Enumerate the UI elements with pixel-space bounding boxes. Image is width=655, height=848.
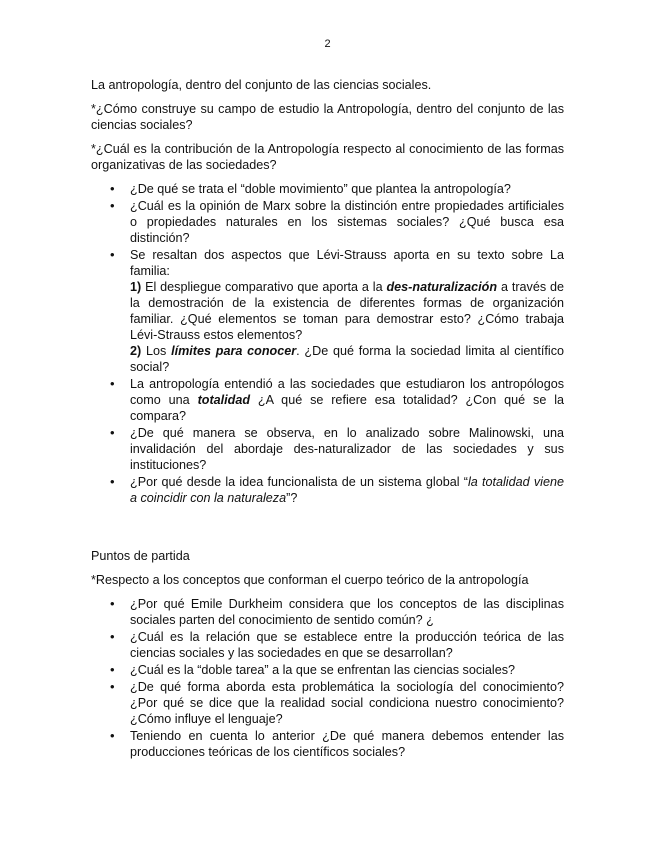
bullet-text: a través de la demostración de la existencia de diferentes formas de organización familiar. ¿Qué elementos se toman para demostrar esto? ¿Cómo trabaja Lévi-Strauss estos elementos? bbox=[130, 280, 565, 342]
bullet-text: ¿De qué manera se observa, en lo analizado sobre Malinowski, una invalidación del abordaje des-naturalizador de las sociedades y sus instituciones? bbox=[130, 426, 564, 472]
list-item bbox=[91, 198, 564, 246]
list-item bbox=[91, 474, 564, 506]
bullet-text: ¿A qué se refiere esa totalidad? ¿Con qué se la compara? bbox=[130, 393, 565, 423]
section1-bullet-list bbox=[91, 181, 564, 506]
bullet-text: Se resaltan dos aspectos que Lévi-Strauss aporta en su texto sobre La familia: bbox=[130, 248, 564, 278]
point-number: 2) bbox=[130, 344, 142, 358]
bullet-text: El despliegue comparativo que aporta a la bbox=[141, 280, 387, 294]
list-item bbox=[91, 596, 564, 628]
bullet-text: ¿De qué se trata el “doble movimiento” que plantea la antropología? bbox=[130, 182, 511, 196]
bullet-text: ¿Cuál es la relación que se establece entre la producción teórica de las ciencias sociales y las sociedades en que se desarrollan? bbox=[130, 630, 564, 660]
emphasis-text: totalidad bbox=[197, 393, 251, 407]
bullet-text: ¿Cuál es la “doble tarea” a la que se enfrentan las ciencias sociales? bbox=[130, 663, 516, 677]
emphasis-text: límites para conocer bbox=[171, 344, 297, 358]
section2-heading: Puntos de partida bbox=[91, 549, 190, 563]
list-item bbox=[91, 181, 564, 197]
list-item bbox=[91, 425, 564, 473]
section2-intro: *Respecto a los conceptos que conforman el cuerpo teórico de la antropología bbox=[91, 573, 529, 587]
list-item bbox=[91, 662, 564, 678]
point-number: 1) bbox=[130, 280, 142, 294]
list-item bbox=[91, 679, 564, 727]
page-number: 2 bbox=[324, 38, 331, 50]
emphasis-text: des-naturalización bbox=[386, 280, 498, 294]
emphasis-text: la totalidad viene a coincidir con la naturaleza bbox=[130, 475, 564, 505]
bullet-text: ¿De qué forma aborda esta problemática la sociología del conocimiento? ¿Por qué se dice que la realidad social condiciona nuestro conocimiento? ¿Cómo influye el lenguaje? bbox=[130, 680, 564, 726]
bullet-text: Teniendo en cuenta lo anterior ¿De qué manera debemos entender las producciones teóricas de los científicos sociales? bbox=[130, 729, 564, 759]
bullet-text: ¿Por qué Emile Durkheim considera que los conceptos de las disciplinas sociales parten del conocimiento de sentido común? ¿ bbox=[130, 597, 564, 627]
list-item bbox=[91, 376, 564, 424]
section1-heading: La antropología, dentro del conjunto de las ciencias sociales. bbox=[91, 78, 432, 92]
bullet-text: Los bbox=[141, 344, 172, 358]
section1-question-1: *¿Cómo construye su campo de estudio la Antropología, dentro del conjunto de las ciencias sociales? bbox=[91, 102, 564, 132]
list-item bbox=[91, 728, 564, 760]
bullet-text: ”? bbox=[286, 491, 298, 505]
bullet-text: La antropología entendió a las sociedades que estudiaron los antropólogos como una bbox=[130, 377, 564, 407]
document-body bbox=[91, 77, 564, 761]
list-item bbox=[91, 247, 564, 375]
list-item bbox=[91, 629, 564, 661]
bullet-text: ¿Cuál es la opinión de Marx sobre la distinción entre propiedades artificiales o propiedades naturales en los sistemas sociales? ¿Qué busca esa distinción? bbox=[130, 199, 564, 245]
bullet-text: ¿Por qué desde la idea funcionalista de un sistema global “ bbox=[130, 475, 468, 489]
bullet-text: . ¿De qué forma la sociedad limita al científico social? bbox=[130, 344, 564, 374]
section2-bullet-list bbox=[91, 596, 564, 760]
section1-question-2: *¿Cuál es la contribución de la Antropología respecto al conocimiento de las formas organizativas de las sociedades? bbox=[91, 142, 564, 172]
